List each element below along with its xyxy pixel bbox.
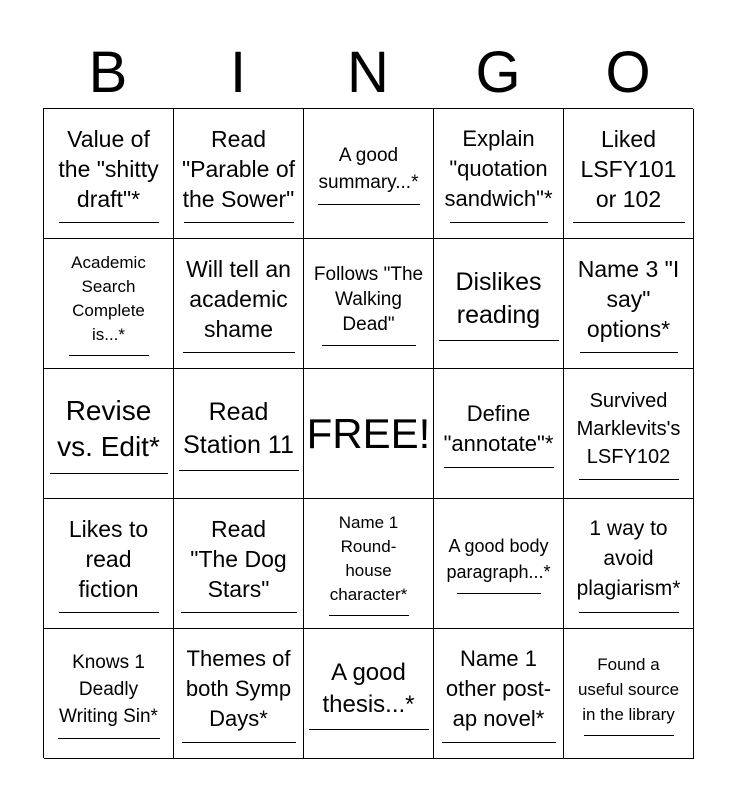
signature-line [322, 345, 416, 346]
cell-text: Define "annotate"* [443, 401, 554, 456]
cell-text: Follows "The Walking Dead" [313, 263, 424, 335]
signature-line [580, 352, 678, 353]
cell-text: Read "The Dog Stars" [190, 516, 287, 602]
signature-line [309, 729, 429, 730]
signature-line [442, 742, 556, 743]
free-space[interactable] [304, 369, 434, 499]
signature-line [457, 593, 541, 594]
cell-text: Found a useful source in the library [577, 654, 680, 724]
signature-line [182, 742, 296, 743]
cell-text: 1 way to avoid plagiarism* [576, 517, 681, 600]
signature-line [179, 470, 299, 471]
bingo-cell[interactable] [564, 629, 694, 759]
cell-text: A good body paragraph...* [446, 536, 551, 582]
header-letter-b: B [88, 40, 128, 105]
bingo-cell[interactable] [564, 109, 694, 239]
bingo-cell[interactable] [174, 239, 304, 369]
signature-line [59, 222, 159, 223]
bingo-cell[interactable] [174, 109, 304, 239]
cell-text: Academic Search Complete is...* [71, 253, 146, 344]
bingo-cell[interactable] [434, 239, 564, 369]
cell-text: Revise vs. Edit* [57, 395, 160, 462]
cell-text: Dislikes reading [455, 268, 542, 329]
signature-line [579, 612, 679, 613]
bingo-cell[interactable] [44, 499, 174, 629]
signature-line [183, 352, 295, 353]
header-letter-n: N [347, 40, 389, 105]
bingo-cell[interactable] [44, 629, 174, 759]
bingo-cell[interactable] [564, 369, 694, 499]
bingo-cell[interactable] [44, 109, 174, 239]
bingo-cell[interactable] [174, 369, 304, 499]
signature-line [584, 735, 674, 736]
signature-line [439, 340, 559, 341]
cell-text: Likes to read fiction [68, 516, 149, 602]
signature-line [318, 204, 420, 205]
bingo-cell[interactable] [434, 629, 564, 759]
bingo-cell[interactable] [434, 499, 564, 629]
bingo-board [43, 108, 693, 758]
signature-line [181, 612, 297, 613]
bingo-cell[interactable] [174, 499, 304, 629]
bingo-cell[interactable] [304, 109, 434, 239]
free-space-label: FREE! [306, 409, 431, 457]
signature-line [50, 473, 168, 474]
cell-text: Liked LSFY101 or 102 [580, 126, 677, 212]
cell-text: Themes of both Symp Days* [185, 646, 292, 731]
cell-text: A good thesis...* [322, 659, 415, 718]
cell-text: Read Station 11 [183, 398, 294, 459]
bingo-cell[interactable] [304, 239, 434, 369]
bingo-header [43, 38, 693, 108]
signature-line [579, 479, 679, 480]
bingo-cell[interactable] [564, 239, 694, 369]
cell-text: Name 1 other post- ap novel* [445, 646, 552, 731]
signature-line [184, 222, 294, 223]
bingo-cell[interactable] [174, 629, 304, 759]
cell-text: Read "Parable of the Sower" [181, 126, 295, 212]
cell-text: Name 3 "I say" options* [577, 256, 680, 342]
bingo-cell[interactable] [44, 239, 174, 369]
cell-text: Value of the "shitty draft"* [58, 126, 159, 212]
signature-line [444, 467, 554, 468]
bingo-cell[interactable] [434, 369, 564, 499]
cell-text: Survived Marklevits's LSFY102 [576, 390, 681, 468]
signature-line [573, 222, 685, 223]
signature-line [450, 222, 548, 223]
cell-text: Name 1 Round- house character* [329, 513, 408, 604]
bingo-cell[interactable] [564, 499, 694, 629]
bingo-cell[interactable] [304, 499, 434, 629]
bingo-cell[interactable] [434, 109, 564, 239]
header-letter-g: G [475, 40, 521, 105]
bingo-cell[interactable] [304, 629, 434, 759]
header-letter-o: O [605, 40, 651, 105]
signature-line [58, 738, 160, 739]
signature-line [69, 355, 149, 356]
bingo-cell[interactable] [44, 369, 174, 499]
cell-text: Will tell an academic shame [186, 256, 291, 342]
signature-line [59, 612, 159, 613]
cell-text: Explain "quotation sandwich"* [444, 126, 553, 211]
signature-line [329, 615, 409, 616]
header-letter-i: I [229, 40, 247, 105]
cell-text: Knows 1 Deadly Writing Sin* [59, 651, 158, 727]
cell-text: A good summary...* [318, 145, 419, 193]
